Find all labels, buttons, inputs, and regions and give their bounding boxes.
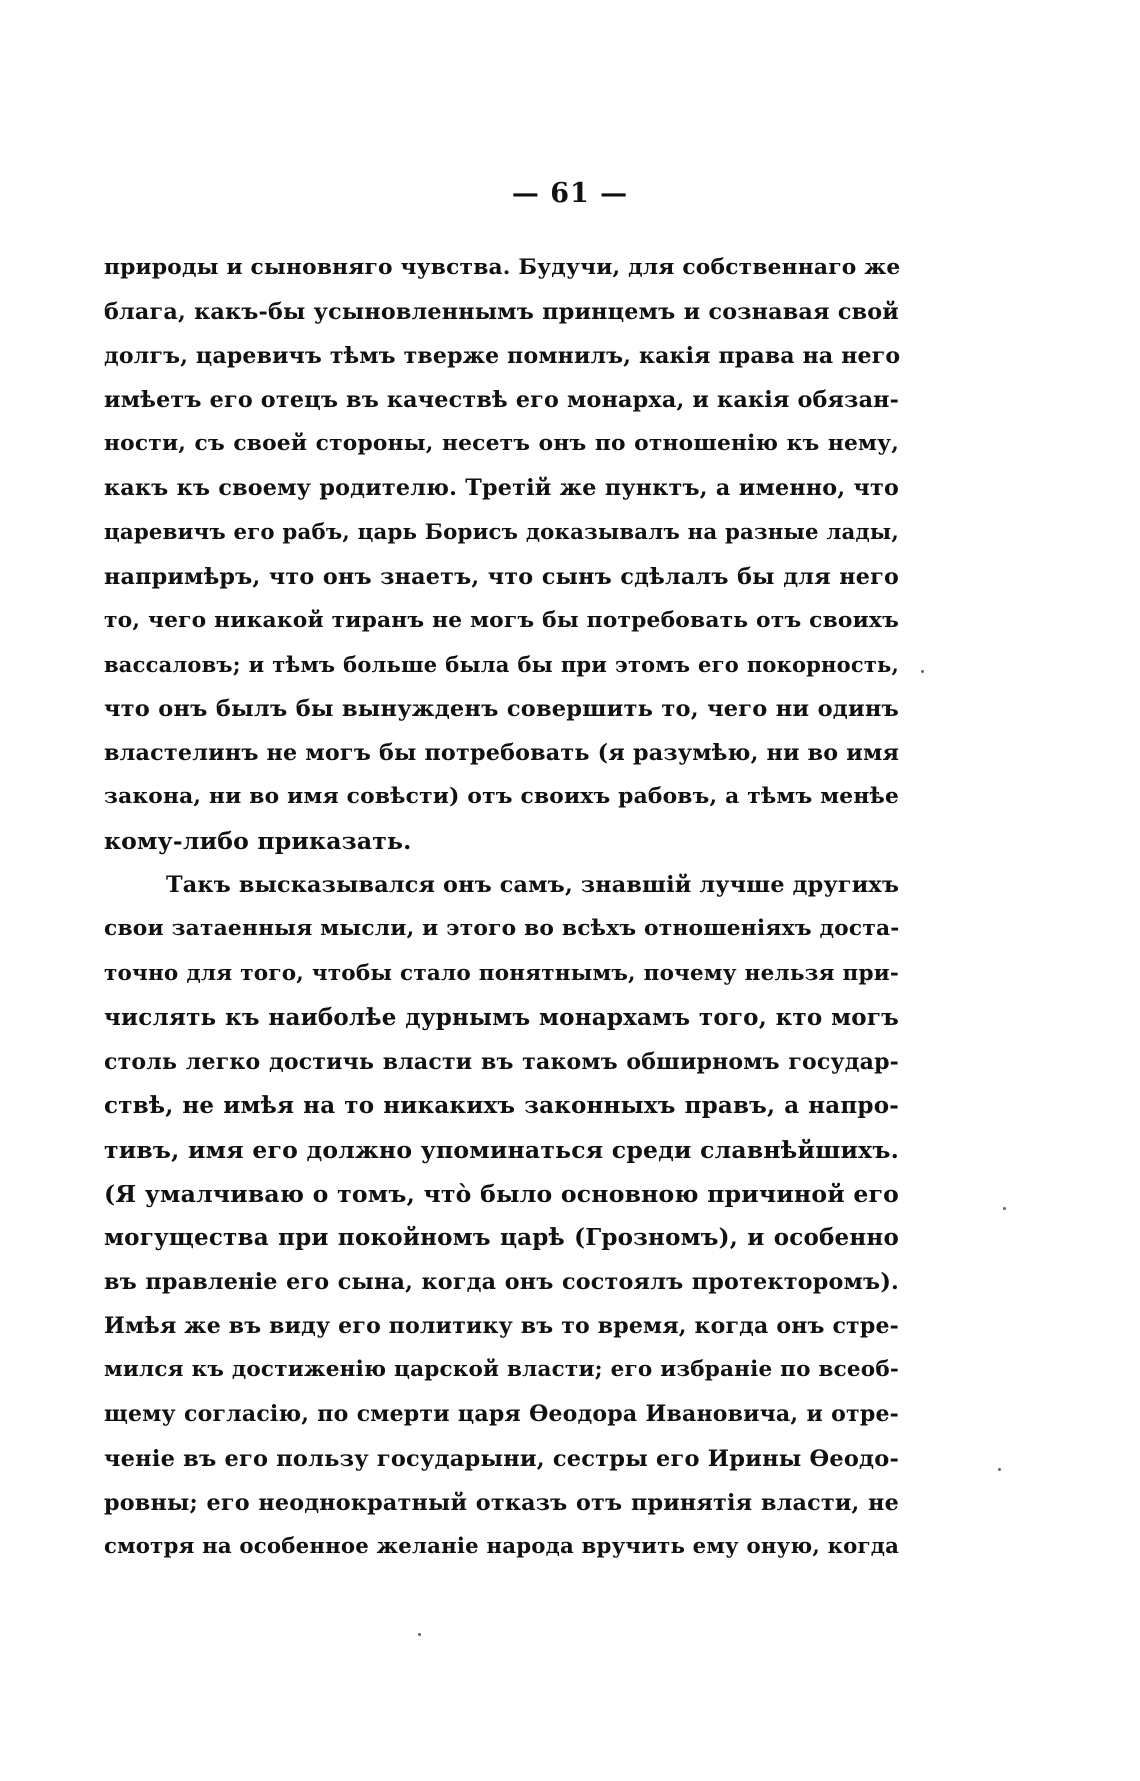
text-line: властелинъ не могъ бы потребовать (я разумѣю, ни во имя [104,740,900,767]
text-line: Такъ высказывался онъ самъ, знавшій лучше другихъ [166,872,900,899]
text-line: тивъ, имя его должно упоминаться среди славнѣйшихъ. [104,1135,899,1164]
text-line: Имѣя же въ виду его политику въ то время, когда онъ стре- [104,1313,899,1340]
text-line: ровны; его неоднократный отказъ отъ принятія власти, не [104,1489,899,1516]
scan-speck [998,1468,1001,1471]
text-line: вассаловъ; и тѣмъ больше была бы при этомъ его покорность, [104,651,899,677]
text-line: столь легко достичь власти въ такомъ обширномъ государ- [104,1048,899,1075]
scan-speck [418,1633,421,1636]
text-line: смотря на особенное желаніе народа вручить ему оную, когда [104,1533,900,1559]
text-line: щему согласію, по смерти царя Ѳеодора Ивановича, и отре- [104,1401,899,1428]
text-line: что онъ былъ бы вынужденъ совершить то, чего ни одинъ [104,695,899,722]
text-line: (Я умалчиваю о томъ, что̀ было основною причиной его [104,1179,899,1208]
text-line: кому-либо приказать. [104,827,412,856]
text-line: царевичъ его рабъ, царь Борисъ доказывалъ на разные лады, [104,519,899,545]
text-line: мился къ достиженію царской власти; его избраніе по всеоб- [104,1357,899,1383]
page-number: — 61 — [511,178,629,209]
text-line: ченіе въ его пользу государыни, сестры его Ирины Ѳеодо- [104,1445,899,1472]
text-line: числять къ наиболѣе дурнымъ монархамъ того, кто могъ [104,1003,899,1031]
text-line: то, чего никакой тиранъ не могъ бы потребовать отъ своихъ [104,607,899,633]
scan-speck [921,670,924,673]
text-line: могущества при покойномъ царѣ (Грозномъ), и особенно [104,1224,899,1252]
text-line: долгъ, царевичъ тѣмъ тверже помнилъ, какія права на него [104,343,901,370]
text-line: въ правленіе его сына, когда онъ состоялъ протекторомъ). [104,1269,899,1296]
text-line: блага, какъ-бы усыновленнымъ принцемъ и сознавая свой [104,299,899,326]
scan-speck [1003,1207,1006,1210]
paragraph-1 [104,246,899,863]
text-line: напримѣръ, что онъ знаетъ, что сынъ сдѣлалъ бы для него [104,563,899,590]
text-line: природы и сыновняго чувства. Будучи, для собственнаго же [104,255,901,280]
text-line: точно для того, чтобы стало понятнымъ, почему нельзя при- [104,960,899,986]
text-line: закона, ни во имя совѣсти) отъ своихъ рабовъ, а тѣмъ менѣе [104,784,899,810]
text-line: какъ къ своему родителю. Третій же пунктъ, а именно, что [104,475,899,502]
paragraph-2 [104,863,899,1569]
body-text [104,246,899,1569]
text-line: ствѣ, не имѣя на то никакихъ законныхъ правъ, а напро- [104,1091,899,1119]
text-line: ности, съ своей стороны, несетъ онъ по отношенію къ нему, [104,431,899,457]
text-line: имѣетъ его отецъ въ качествѣ его монарха, и какія обязан- [104,387,900,414]
text-line: свои затаенныя мысли, и этого во всѣхъ отношеніяхъ доста- [104,916,900,942]
